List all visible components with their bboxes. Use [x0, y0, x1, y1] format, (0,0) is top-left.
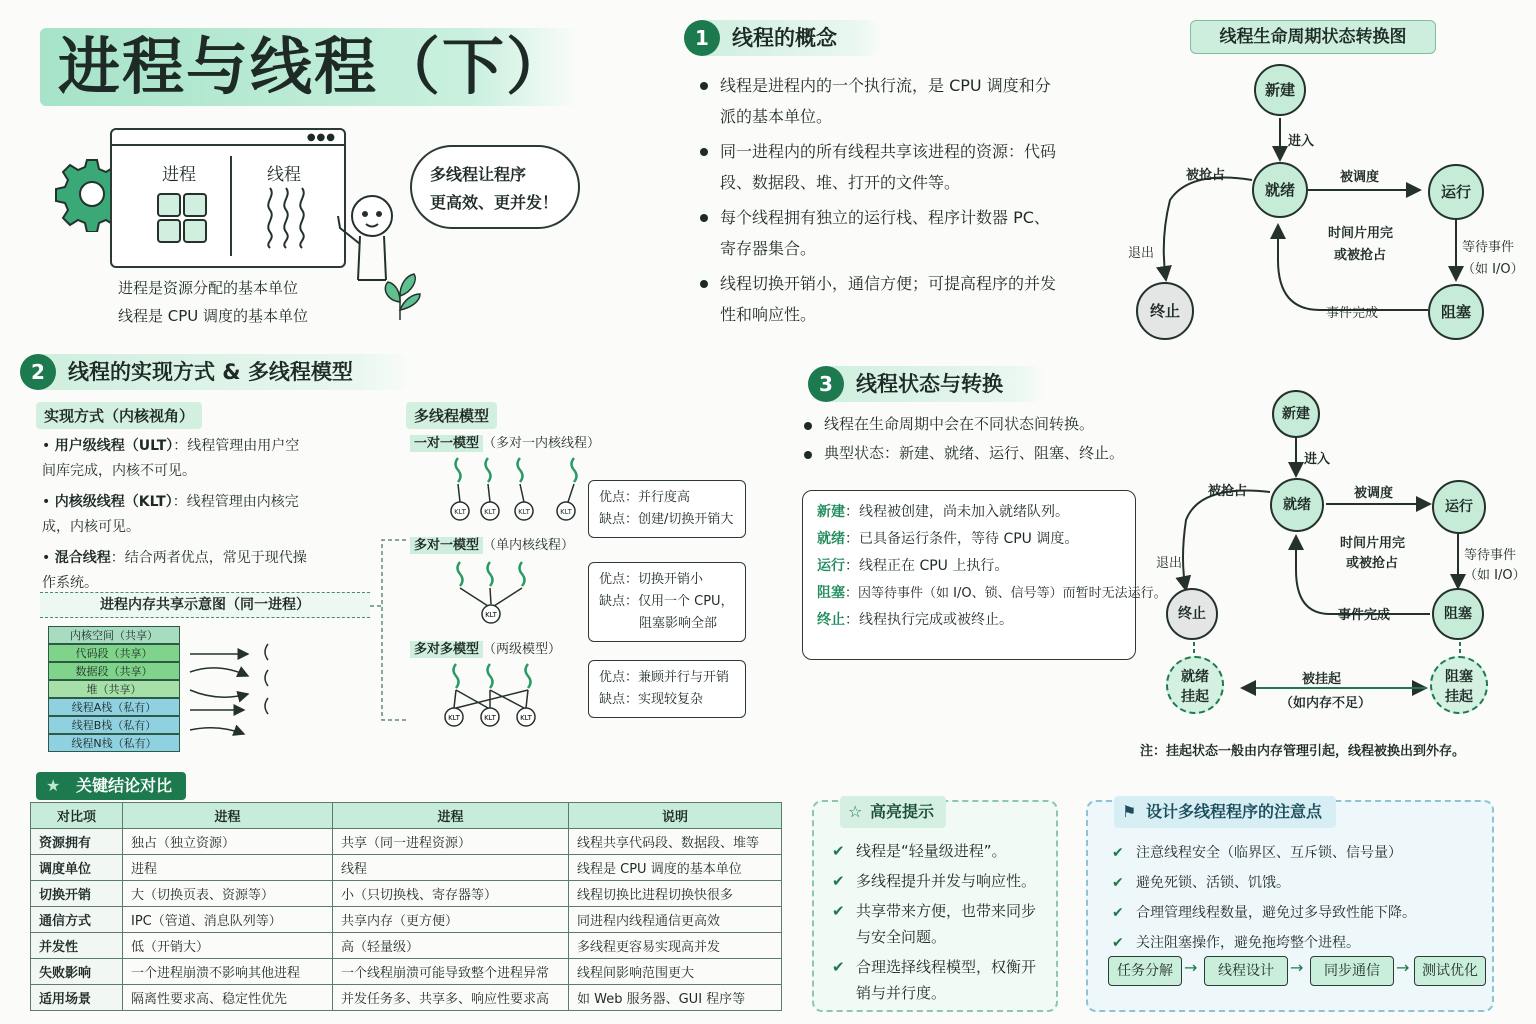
state-name: 运行: [817, 558, 845, 574]
model-2-name: 多对一模型: [410, 537, 483, 554]
table-cell: 共享内存（更方便）: [333, 907, 569, 933]
bubble-line-1: 多线程让程序: [430, 165, 527, 184]
tip-text: 共享带来方便，也带来同步与安全问题。: [856, 902, 1037, 946]
table-cell: 适用场景: [31, 985, 123, 1011]
ready-suspend-line-1: 就绪: [1181, 669, 1209, 685]
s3-label-wait-1: 等待事件: [1464, 548, 1517, 563]
model-2-diagram: [446, 558, 546, 628]
process-thread-window: [110, 128, 346, 268]
table-cell: 调度单位: [31, 855, 123, 881]
plant-icon: [378, 272, 424, 322]
flow-step: 任务分解: [1108, 956, 1182, 986]
tip-text: 合理选择线程模型，权衡开销与并行度。: [856, 958, 1037, 1002]
thread-waves-icon: [262, 186, 312, 250]
list-item: 同一进程内的所有线程共享该进程的资源：代码段、数据段、堆、打开的文件等。: [698, 136, 1058, 198]
tips-title: 高亮提示: [870, 802, 935, 821]
star-icon: ★: [46, 776, 61, 795]
model-3-pro: 优点：兼顾并行与开销: [599, 670, 730, 685]
flag-icon: ⚑: [1122, 802, 1137, 821]
state-desc: 线程正在 CPU 上执行。: [859, 558, 1009, 574]
state-row: 终止：线程执行完成或被终止。: [817, 612, 1013, 628]
compare-table: [30, 802, 782, 1011]
s3-node-blocked: 阻塞: [1432, 588, 1484, 640]
section-1-title: 线程的概念: [732, 26, 837, 50]
model-2-con-2: 阻塞影响全部: [639, 616, 718, 631]
impl-klt-name: 内核级线程（KLT）: [54, 494, 173, 510]
ready-suspend-line-2: 挂起: [1181, 689, 1209, 705]
models-title: 多线程模型: [406, 402, 497, 429]
list-item: 每个线程拥有独立的运行栈、程序计数器 PC、寄存器集合。: [698, 202, 1058, 264]
s3-label-preempt: 被抢占: [1208, 484, 1248, 499]
table-cell: 失败影响: [31, 959, 123, 985]
s3-node-running: 运行: [1432, 480, 1486, 534]
klt-label: KLT: [448, 714, 460, 722]
s3-node-terminated: 终止: [1166, 588, 1218, 640]
s3-label-wait-2: （如 I/O）: [1464, 568, 1526, 583]
lc-node-ready: 就绪: [1252, 162, 1308, 218]
klt-label: KLT: [520, 714, 532, 722]
models-header: [406, 402, 497, 429]
memory-row: 代码段（共享）: [48, 644, 180, 662]
s3-label-suspend: 被挂起: [1302, 672, 1342, 687]
page-title: 进程与线程（下）: [40, 28, 580, 106]
shared-memory-title: 进程内存共享示意图（同一进程）: [40, 592, 370, 618]
s3-node-blocked-suspend: [1430, 656, 1488, 714]
tips-panel: [812, 800, 1058, 1012]
model-3-heading: [410, 638, 561, 657]
check-icon: ✔: [1112, 845, 1124, 861]
bubble-line-2: 更高效、更并发！: [430, 193, 559, 212]
check-icon: ✔: [832, 958, 845, 976]
arrow-right-icon: →: [1290, 958, 1304, 977]
flow-step: 同步通信: [1310, 956, 1394, 986]
design-text: 关注阻塞操作，避免拖垮整个进程。: [1136, 935, 1360, 951]
check-icon: ✔: [832, 842, 845, 860]
section-3-bullets: [802, 410, 1162, 468]
memory-arrows: [188, 634, 328, 746]
state-row: 阻塞：因等待事件（如 I/O、锁、信号等）而暂时无法运行。: [817, 585, 1167, 601]
lc-node-blocked: 阻塞: [1428, 284, 1484, 340]
compare-title: 关键结论对比: [76, 776, 173, 795]
state-row: 就绪：已具备运行条件，等待 CPU 调度。: [817, 531, 1079, 547]
tip-text: 多线程提升并发与响应性。: [856, 872, 1037, 890]
table-cell: 线程是 CPU 调度的基本单位: [569, 855, 782, 881]
model-3-proscons: [588, 660, 746, 718]
design-text: 注意线程安全（临界区、互斥锁、信号量）: [1136, 845, 1402, 861]
table-cell: 一个线程崩溃可能导致整个进程异常: [333, 959, 569, 985]
impl-ult-desc: ：线程管理由用户空间库完成，内核不可见。: [42, 438, 300, 479]
impl-klt-desc: ：线程管理由内核完成，内核可见。: [42, 494, 299, 535]
design-text: 避免死锁、活锁、饥饿。: [1136, 875, 1290, 891]
lc-node-running: 运行: [1428, 164, 1484, 220]
check-icon: ✔: [1112, 905, 1124, 921]
process-grid-icon: [154, 190, 210, 246]
memory-stack: [48, 626, 180, 752]
window-process-label: 进程: [162, 165, 196, 185]
table-row: [31, 907, 782, 933]
flow-step: 测试优化: [1414, 956, 1486, 986]
impl-section: [36, 402, 202, 429]
design-title-bar: [1114, 796, 1336, 828]
table-cell: 高（轻量级）: [333, 933, 569, 959]
table-row: [31, 881, 782, 907]
table-row: [31, 829, 782, 855]
model-1-pro: 优点：并行度高: [599, 490, 691, 505]
model-2-heading: [410, 534, 574, 553]
design-item: [1112, 870, 1488, 896]
table-cell: 进程: [123, 855, 333, 881]
section-2-number: 2: [20, 354, 56, 390]
section-3-number: 3: [808, 366, 844, 402]
tips-title-bar: [840, 796, 946, 828]
table-cell: 多线程更容易实现高并发: [569, 933, 782, 959]
table-header: 对比项: [31, 803, 123, 829]
state-name: 就绪: [817, 531, 845, 547]
klt-label: KLT: [484, 508, 496, 516]
s3-node-new: 新建: [1272, 390, 1320, 438]
section-3-title: 线程状态与转换: [856, 372, 1003, 396]
klt-label: KLT: [485, 611, 497, 619]
s3-node-ready: 就绪: [1270, 478, 1324, 532]
lc-node-terminated: 终止: [1136, 282, 1194, 340]
model-3-name: 多对多模型: [410, 641, 483, 658]
window-thread-label: 线程: [267, 165, 301, 185]
table-cell: 一个进程崩溃不影响其他进程: [123, 959, 333, 985]
memory-row: 线程A栈（私有）: [48, 698, 180, 716]
s3-label-enter: 进入: [1304, 452, 1331, 467]
state-name: 阻塞: [817, 585, 845, 601]
table-cell: 如 Web 服务器、GUI 程序等: [569, 985, 782, 1011]
lc-label-timeslice-1: 时间片用完: [1328, 226, 1394, 241]
blocked-suspend-line-2: 挂起: [1445, 689, 1473, 705]
design-item: [1112, 930, 1488, 956]
table-row: [31, 985, 782, 1011]
memory-row: 线程N栈（私有）: [48, 734, 180, 752]
model-1-name: 一对一模型: [410, 435, 483, 452]
design-panel: [1086, 800, 1494, 1012]
table-cell: 同进程内线程通信更高效: [569, 907, 782, 933]
table-cell: 并发性: [31, 933, 123, 959]
section-1-number: 1: [684, 20, 720, 56]
impl-ult-name: 用户级线程（ULT）: [54, 438, 174, 454]
table-row: [31, 933, 782, 959]
speech-bubble: [410, 145, 580, 229]
state-desc: 已具备运行条件，等待 CPU 调度。: [859, 531, 1079, 547]
tip-text: 线程是“轻量级进程”。: [856, 842, 1007, 860]
lc-label-wait-2: （如 I/O）: [1462, 262, 1524, 277]
table-cell: 共享（同一进程资源）: [333, 829, 569, 855]
model-2-pro: 优点：切换开销小: [599, 572, 704, 587]
state-name: 终止: [817, 612, 845, 628]
table-cell: 隔离性要求高、稳定性优先: [123, 985, 333, 1011]
design-item: [1112, 900, 1488, 926]
check-icon: ✔: [1112, 935, 1124, 951]
table-header: 进程: [123, 803, 333, 829]
model-1-diagram: [440, 454, 590, 524]
table-row: [31, 959, 782, 985]
list-item: 典型状态：新建、就绪、运行、阻塞、终止。: [802, 439, 1162, 468]
list-item: 线程切换开销小，通信方便；可提高程序的并发性和响应性。: [698, 268, 1058, 330]
model-2-con: 缺点：仅用一个 CPU，: [599, 594, 734, 609]
tips-list: [832, 838, 1048, 1010]
state-row: 新建：线程被创建，尚未加入就绪队列。: [817, 504, 1069, 520]
lc-label-exit: 退出: [1128, 246, 1155, 261]
klt-label: KLT: [454, 508, 466, 516]
list-item: 线程是进程内的一个执行流，是 CPU 调度和分派的基本单位。: [698, 70, 1058, 132]
table-cell: 线程共享代码段、数据段、堆等: [569, 829, 782, 855]
section-3-header: [808, 366, 1048, 402]
caption-thread: 线程是 CPU 调度的基本单位: [118, 307, 309, 325]
s3-note: 注：挂起状态一般由内存管理引起，线程被换出到外存。: [1140, 744, 1466, 759]
hero-caption: [118, 274, 308, 330]
s3-label-event-done: 事件完成: [1338, 608, 1391, 623]
check-icon: ✔: [832, 872, 845, 890]
table-cell: 切换开销: [31, 881, 123, 907]
state-name: 新建: [817, 504, 845, 520]
design-list: [1112, 840, 1488, 960]
lifecycle-title: 线程生命周期状态转换图: [1190, 20, 1436, 54]
table-cell: 通信方式: [31, 907, 123, 933]
model-1-heading: [410, 432, 600, 451]
memory-row: 堆（共享）: [48, 680, 180, 698]
model-2-proscons: [588, 562, 746, 642]
impl-hybrid-desc: ：结合两者优点，常见于现代操作系统。: [42, 550, 307, 591]
lc-label-enter: 进入: [1288, 134, 1315, 149]
table-cell: 线程间影响范围更大: [569, 959, 782, 985]
section-2-title: 线程的实现方式 & 多线程模型: [68, 360, 353, 384]
arrow-right-icon: →: [1184, 958, 1198, 977]
model-3-con: 缺点：实现较复杂: [599, 692, 704, 707]
s3-label-timeslice-2: 或被抢占: [1346, 556, 1399, 571]
impl-item-klt: • 内核级线程（KLT）：线程管理由内核完成，内核可见。: [42, 494, 299, 535]
star-icon: ☆: [848, 802, 863, 821]
section-2-header: [20, 354, 416, 390]
arrow-right-icon: →: [1396, 958, 1410, 977]
lc-label-schedule: 被调度: [1340, 170, 1380, 185]
tip-item: [832, 838, 1048, 864]
tip-item: [832, 868, 1048, 894]
window-divider: [230, 156, 232, 256]
list-item: 线程在生命周期中会在不同状态间转换。: [802, 410, 1162, 439]
table-row: [31, 855, 782, 881]
section-1-bullets: [698, 70, 1058, 334]
s3-label-timeslice-1: 时间片用完: [1340, 536, 1406, 551]
model-1-con: 缺点：创建/切换开销大: [599, 512, 734, 527]
s3-node-ready-suspend: [1166, 656, 1224, 714]
flow-step: 线程设计: [1204, 956, 1288, 986]
tip-item: [832, 898, 1048, 950]
table-cell: 低（开销大）: [123, 933, 333, 959]
table-cell: 线程切换比进程切换快很多: [569, 881, 782, 907]
table-cell: 线程: [333, 855, 569, 881]
table-cell: 资源拥有: [31, 829, 123, 855]
impl-item-hybrid: • 混合线程：结合两者优点，常见于现代操作系统。: [42, 550, 307, 591]
table-cell: 并发任务多、共享多、响应性要求高: [333, 985, 569, 1011]
section-1-header: [684, 20, 884, 56]
model-2-sub: （单内核线程）: [483, 538, 575, 553]
impl-hybrid-name: 混合线程: [54, 550, 111, 566]
impl-list: [42, 434, 312, 596]
blocked-suspend-line-1: 阻塞: [1445, 669, 1473, 685]
s3-label-exit: 退出: [1156, 556, 1183, 571]
lc-node-new: 新建: [1254, 64, 1306, 116]
impl-title: 实现方式（内核视角）: [36, 402, 202, 429]
check-icon: ✔: [1112, 875, 1124, 891]
klt-label: KLT: [518, 508, 530, 516]
lc-label-preempt: 被抢占: [1186, 168, 1226, 183]
table-cell: 独占（独立资源）: [123, 829, 333, 855]
models-bracket: [368, 530, 408, 730]
memory-row: 数据段（共享）: [48, 662, 180, 680]
check-icon: ✔: [832, 902, 845, 920]
table-header: 说明: [569, 803, 782, 829]
tip-item: [832, 954, 1048, 1006]
state-desc: 线程执行完成或被终止。: [859, 612, 1013, 628]
s3-label-suspend-reason: （如内存不足）: [1280, 696, 1372, 711]
lc-label-timeslice-2: 或被抢占: [1334, 248, 1387, 263]
design-title: 设计多线程程序的注意点: [1146, 802, 1323, 821]
caption-process: 进程是资源分配的基本单位: [118, 279, 299, 297]
table-cell: IPC（管道、消息队列等）: [123, 907, 333, 933]
memory-row: 内核空间（共享）: [48, 626, 180, 644]
table-cell: 大（切换页表、资源等）: [123, 881, 333, 907]
design-item: [1112, 840, 1488, 866]
s3-label-schedule: 被调度: [1354, 486, 1394, 501]
model-1-proscons: [588, 480, 746, 538]
memory-row: 线程B栈（私有）: [48, 716, 180, 734]
table-cell: 小（只切换栈、寄存器等）: [333, 881, 569, 907]
state-desc: 线程被创建，尚未加入就绪队列。: [859, 504, 1069, 520]
states-box: [802, 490, 1167, 660]
model-3-diagram: [440, 660, 570, 734]
state-desc: 因等待事件（如 I/O、锁、信号等）而暂时无法运行。: [858, 586, 1167, 601]
design-text: 合理管理线程数量，避免过多导致性能下降。: [1136, 905, 1416, 921]
lc-label-wait-1: 等待事件: [1462, 240, 1515, 255]
lc-label-event-done: 事件完成: [1326, 306, 1379, 321]
klt-label: KLT: [560, 508, 572, 516]
klt-label: KLT: [484, 714, 496, 722]
table-header: 进程: [333, 803, 569, 829]
compare-table-wrap: [30, 802, 782, 1011]
model-1-sub: （多对一内核线程）: [483, 436, 601, 451]
compare-title-bar: [36, 772, 186, 800]
impl-item-ult: • 用户级线程（ULT）：线程管理由用户空间库完成，内核不可见。: [42, 438, 300, 479]
state-row: 运行：线程正在 CPU 上执行。: [817, 558, 1009, 574]
model-3-sub: （两级模型）: [483, 642, 562, 657]
window-dots-icon: ●●●: [306, 132, 336, 143]
